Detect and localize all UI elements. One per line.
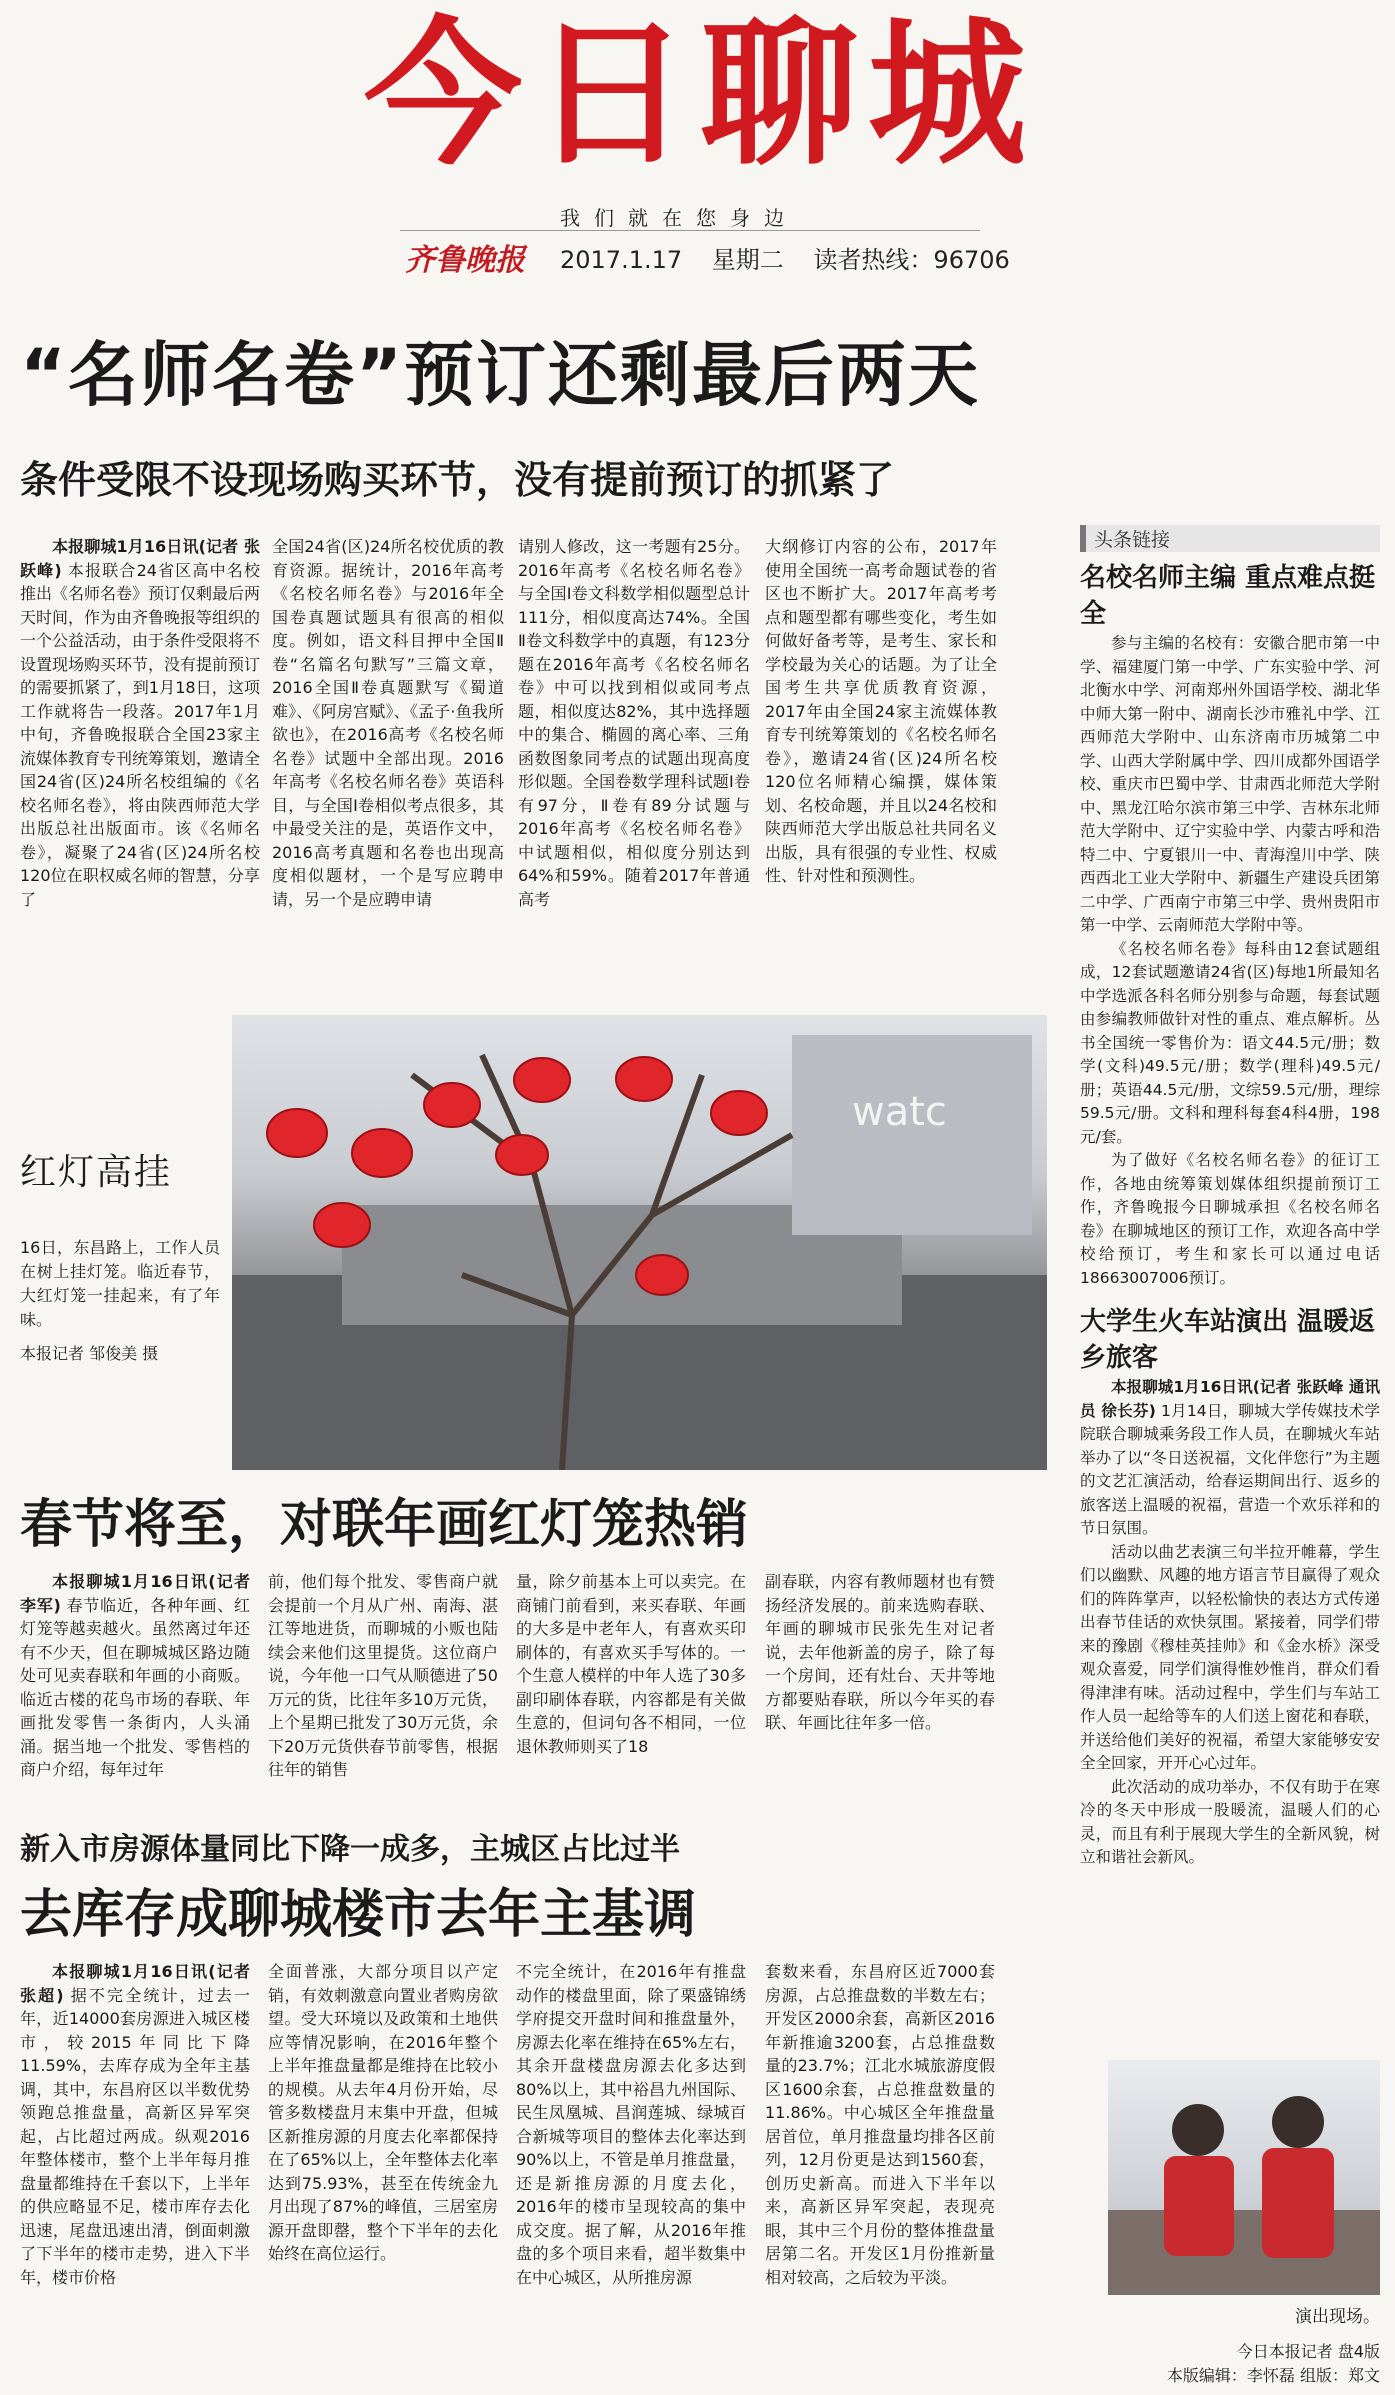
lead-col2-text: 全国24省(区)24所名校优质的教育资源。据统计，2016年高考《名校名师名卷》与2016年全国卷真题试题具有很高的相似度。例如，语文科目押中全国Ⅱ卷“名篇名句默写”三篇文章，2016全国Ⅱ卷真题默写《蜀道难》、《阿房宫赋》、《孟子·鱼我所欲也》，在2016高考《名校名师名卷》试题中全部出现。2016年高考《名校名师名卷》英语科目，与全国Ⅰ卷相似考点很多，其中最受关注的是，英语作文中，2016高考真题和名卷也出现高度相似题材，一个是写应聘申请，另一个是应聘申请 <box>272 537 504 909</box>
sidebar-byline-2: 本报聊城1月16日讯(记者 张跃峰 通讯员 徐长芬) <box>1080 1378 1380 1420</box>
footer-editor: 本版编辑：李怀磊 <box>1166 2366 1295 2385</box>
photo1-caption <box>20 1150 220 1366</box>
lead-subheadline: 条件受限不设现场购买环节，没有提前预订的抓紧了 <box>20 458 895 502</box>
story2-headline: 春节将至，对联年画红灯笼热销 <box>20 1495 749 1555</box>
story2-column-2 <box>268 1570 498 1815</box>
sidebar <box>1080 525 1380 2045</box>
story2-column-3 <box>516 1570 746 1815</box>
performance-photo <box>1108 2060 1380 2295</box>
lantern-6 <box>352 1129 412 1177</box>
lead-column-3 <box>518 535 750 1005</box>
lead-headline: “名师名卷”预订还剩最后两天 <box>20 334 981 416</box>
lantern-9 <box>636 1255 688 1295</box>
sidebar-headline-1: 名校名师主编 重点难点挺全 <box>1080 563 1376 629</box>
footer-layout: 组版：郑文 <box>1299 2366 1380 2385</box>
story3-headline: 去库存成聊城楼市去年主基调 <box>20 1885 697 1945</box>
lantern-photo-art <box>232 1015 1047 1470</box>
story3-col2-text: 全面普涨，大部分项目以产定销，有效刺激意向置业者购房欲望。受大环境以及政策和土地供应等情况影响，在2016年整个上半年推盘量都是维持在比较小的规模。从去年4月份开始，尽管多数楼盘月末集中开盘，但城区新推房源的月度去化率都保持在了65%以上，全年整体去化率达到75.93%，甚至在传统金九月出现了87%的峰值，三居室房源开盘即罄，整个下半年的去化始终在高位运行。 <box>268 1962 498 2263</box>
masthead-brand: 今日聊城 <box>364 3 1036 187</box>
story3-pretitle: 新入市房源体量同比下降一成多，主城区占比过半 <box>20 1832 680 1867</box>
reader-hotline: 读者热线：96706 <box>813 246 1010 274</box>
lead-column-1 <box>20 535 260 1005</box>
paper-logo: 齐鲁晚报 <box>405 243 525 278</box>
photo1-caption-title: 红灯高挂 <box>20 1152 173 1193</box>
lantern-5 <box>267 1109 327 1157</box>
story3-column-2 <box>268 1960 498 2380</box>
story2-col3-text: 量，除夕前基本上可以卖完。在商铺门前看到，来买春联、年画的大多是中老年人，有喜欢买印刷体的，有喜欢买手写体的。一个生意人模样的中年人选了30多副印刷体春联，内容都是有关做生意的，但词句各不相同，一位退休教师则买了18 <box>516 1572 746 1756</box>
story3-column-1 <box>20 1960 250 2380</box>
story2-col2-text: 前，他们每个批发、零售商户就会提前一个月从广州、南海、湛江等地进货，而聊城的小贩也陆续会来他们这里提货。这位商户说，今年他一口气从顺德进了50万元的货，比往年多10万元货，上个星期已批发了30万元货，余下20万元货供春节前零售，根据往年的销售 <box>268 1572 498 1779</box>
lantern-photo <box>232 1015 1047 1470</box>
photo2-caption: 演出现场。 <box>1295 2307 1380 2327</box>
story2-column-1 <box>20 1570 250 1815</box>
lantern-7 <box>496 1135 548 1175</box>
lantern-3 <box>616 1057 672 1101</box>
story2-col4-text: 副春联，内容有教师题材也有赞扬经济发展的。前来选购春联、年画的聊城市民张先生对记者说，去年他新盖的房子，除了每一个房间，还有灶台、天井等地方都要贴春联，所以今年买的春联、年画比往年多一倍。 <box>765 1572 995 1732</box>
sidebar-para-4: 1月14日，聊城大学传媒技术学院联合聊城乘务段工作人员，在聊城火车站举办了以“冬日送祝福，文化伴您行”为主题的文艺汇演活动，给春运期间出行、返乡的旅客送上温暖的祝福，营造一个欢乐祥和的节日氛围。 <box>1080 1401 1380 1537</box>
sidebar-para-5: 活动以曲艺表演三句半拉开帷幕，学生们以幽默、风趣的地方语言节目赢得了观众们的阵阵掌声，以轻松愉快的表达方式传递出春节佳话的欢快氛围。紧接着，同学们带来的豫剧《穆桂英挂帅》和《金水桥》深受观众喜爱，同学们演得惟妙惟肖，群众们看得津津有味。活动过程中，学生们与车站工作人员一起给等车的人们送上窗花和春联，并送给他们美好的祝福，希望大家能够安安全全回家，开开心心过年。 <box>1080 1542 1380 1772</box>
story2-col1-text: 春节临近，各种年画、红灯笼等越卖越火。虽然离过年还有不少天，但在聊城城区路边随处可见卖春联和年画的小商贩。临近古楼的花鸟市场的春联、年画批发零售一条街内，人头涌涌。据当地一个批发、零售档的商户介绍，每年过年 <box>20 1595 250 1779</box>
sidebar-para-2: 《名校名师名卷》每科由12套试题组成，12套试题邀请24省(区)每地1所最知名中学选派各科名师分别参与命题，每套试题由参编教师做针对性的重点、难点解析。丛书全国统一零售价为：语文44.5元/册；数学(文科)49.5元/册；数学(理科)49.5元/册；英语44.5元/册，文综59.5元/册，理综59.5元/册。文科和理科每套4科4册，198元/套。 <box>1080 939 1380 1146</box>
story3-col3-text: 不完全统计，在2016年有推盘动作的楼盘里面，除了栗盛锦绣学府提交开盘时间和推盘量外，房源去化率在维持在65%左右，其余开盘楼盘房源去化多达到80%以上，其中裕昌九州国际、民生凤凰城、昌润莲城、绿城百合新城等项目的整体去化率达到90%以上，不管是单月推盘量，还是新推房源的月度去化，2016年的楼市呈现较高的集中成交度。据了解，从2016年推盘的多个项目来看，超半数集中在中心城区，从所推房源 <box>516 1962 746 2287</box>
sidebar-para-6: 此次活动的成功举办，不仅有助于在寒冷的冬天中形成一股暖流，温暖人们的心灵，而且有利于展现大学生的全新风貌，树立和谐社会新风。 <box>1080 1777 1380 1866</box>
performance-photo-art <box>1108 2060 1380 2295</box>
lead-column-4 <box>765 535 997 1005</box>
lead-col1-text: 本报联合24省区高中名校推出《名师名卷》预订仅剩最后两天时间，作为由齐鲁晚报等组织的一个公益活动，由于条件受限将不设置现场购买环节，没有提前预订的需要抓紧了，到1月18日，这项工作就将告一段落。2017年1月中旬，齐鲁晚报联合全国23家主流媒体教育专刊统筹策划，邀请全国24省(区)24所名校组编的《名校名师名卷》，将由陕西师范大学出版总社出版面市。该《名师名卷》，凝聚了24省(区)24所名校120位在职权威名师的智慧，分享了 <box>20 560 260 909</box>
photo1-credit: 本报记者 邹俊美 摄 <box>20 1344 159 1363</box>
story3-column-3 <box>516 1960 746 2380</box>
masthead-rule <box>400 230 980 231</box>
issue-date: 2017.1.17 <box>560 246 683 274</box>
story3-column-4 <box>765 1960 995 2380</box>
issue-weekday: 星期二 <box>711 246 784 274</box>
story3-col4-text: 套数来看，东昌府区近7000套房源，占总推盘数的半数左右；开发区2000余套，高新区2016年新推逾3200套，占总推盘数量的23.7%；江北水城旅游度假区1600余套，占总推盘数量的11.86%。中心城区全年推盘量居首位，单月推盘量均排各区前列，12月份更是达到1560套，创历史新高。而进入下半年以来，高新区异军突起，表现亮眼，其中三个月份的整体推盘量居第二名。开发区1月份推新量相对较高，之后较为平淡。 <box>765 1962 995 2287</box>
masthead-slogan: 我们就在您身边 <box>560 206 798 230</box>
sidebar-para-3: 为了做好《名校名师名卷》的征订工作，各地由统筹策划媒体组织提前预订工作，齐鲁晚报今日聊城承担《名校名师名卷》在聊城地区的预订工作，欢迎各高中学校给预订，考生和家长可以通过电话18663007006预订。 <box>1080 1151 1380 1287</box>
photo1-caption-text: 16日，东昌路上，工作人员在树上挂灯笼。临近春节，大红灯笼一挂起来，有了年味。 <box>20 1238 220 1329</box>
lantern-4 <box>711 1091 767 1135</box>
photo1-sign: watc <box>852 1089 947 1135</box>
lantern-2 <box>514 1058 570 1102</box>
lead-col3-text: 请别人修改，这一考题有25分。2016年高考《名校名师名卷》与全国Ⅰ卷文科数学相似题型总计111分，相似度高达74%。全国Ⅱ卷文科数学中的真题，有123分题在2016年高考《名校名师名卷》中可以找到相似或同考点题，相似度达82%，其中选择题中的集合、椭圆的离心率、三角函数图象同考点的试题出现高度形似题。全国卷数学理科试题Ⅰ卷有97分，Ⅱ卷有89分试题与2016年高考《名校名师名卷》中试题相似，相似度分别达到64%和59%。随着2017年普通高考 <box>518 537 750 909</box>
issue-info <box>560 240 1032 275</box>
photo2-credit: 今日本报记者 盘4版 <box>1236 2342 1380 2361</box>
lantern-8 <box>314 1203 370 1247</box>
sidebar-tag: 头条链接 <box>1080 525 1380 552</box>
page-footer <box>1120 2340 1380 2388</box>
story3-byline: 本报聊城1月16日讯(记者 张超) <box>20 1962 250 2005</box>
lantern-1 <box>424 1083 480 1127</box>
story3-col1-text: 据不完全统计，过去一年，近14000套房源进入城区楼市，较2015年同比下降11.59%，去库存成为全年主基调，其中，东昌府区以半数优势领跑总推盘量，高新区异军突起，占比超过两成。纵观2016年整体楼市，整个上半年每月推盘量都维持在千套以下，上半年的供应略显不足，楼市库存去化迅速，尾盘迅速出清，倒面刺激了下半年的楼市走势，进入下半年，楼市价格 <box>20 1985 250 2287</box>
lead-column-2 <box>272 535 504 1005</box>
story2-column-4 <box>765 1570 995 1815</box>
lead-byline: 本报聊城1月16日讯(记者 张跃峰) <box>20 537 260 580</box>
lead-col4-text: 大纲修订内容的公布，2017年使用全国统一高考命题试卷的省区也不断扩大。2017年高考考点和题型都有哪些变化，考生如何做好备考等，是考生、家长和学校最为关心的话题。为了让全国考生共享优质教育资源，2017年由全国24家主流媒体教育专刊统筹策划的《名校名师名卷》，邀请24省(区)24所名校120位名师精心编撰，媒体策划、名校命题，并且以24名校和陕西师范大学出版总社共同名义出版，具有很强的专业性、权威性、针对性和预测性。 <box>765 537 997 885</box>
sidebar-headline-2: 大学生火车站演出 温暖返乡旅客 <box>1080 1307 1376 1373</box>
story2-byline: 本报聊城1月16日讯(记者 李军) <box>20 1572 250 1615</box>
sidebar-para-1: 参与主编的名校有：安徽合肥市第一中学、福建厦门第一中学、广东实验中学、河北衡水中学、河南郑州外国语学校、湖北华中师大第一附中、湖南长沙市雅礼中学、江西师范大学附中、山东济南市历城第二中学、山西大学附属中学、四川成都外国语学校、重庆市巴蜀中学、甘肃西北师范大学附中、黑龙江哈尔滨市第三中学、吉林东北师范大学附中、辽宁实验中学、内蒙古呼和浩特二中、宁夏银川一中、青海湟川中学、陕西西北工业大学附中、新疆生产建设兵团第二中学、广西南宁市第三中学、贵州贵阳市第一中学、云南师范大学附中等。 <box>1080 634 1380 934</box>
